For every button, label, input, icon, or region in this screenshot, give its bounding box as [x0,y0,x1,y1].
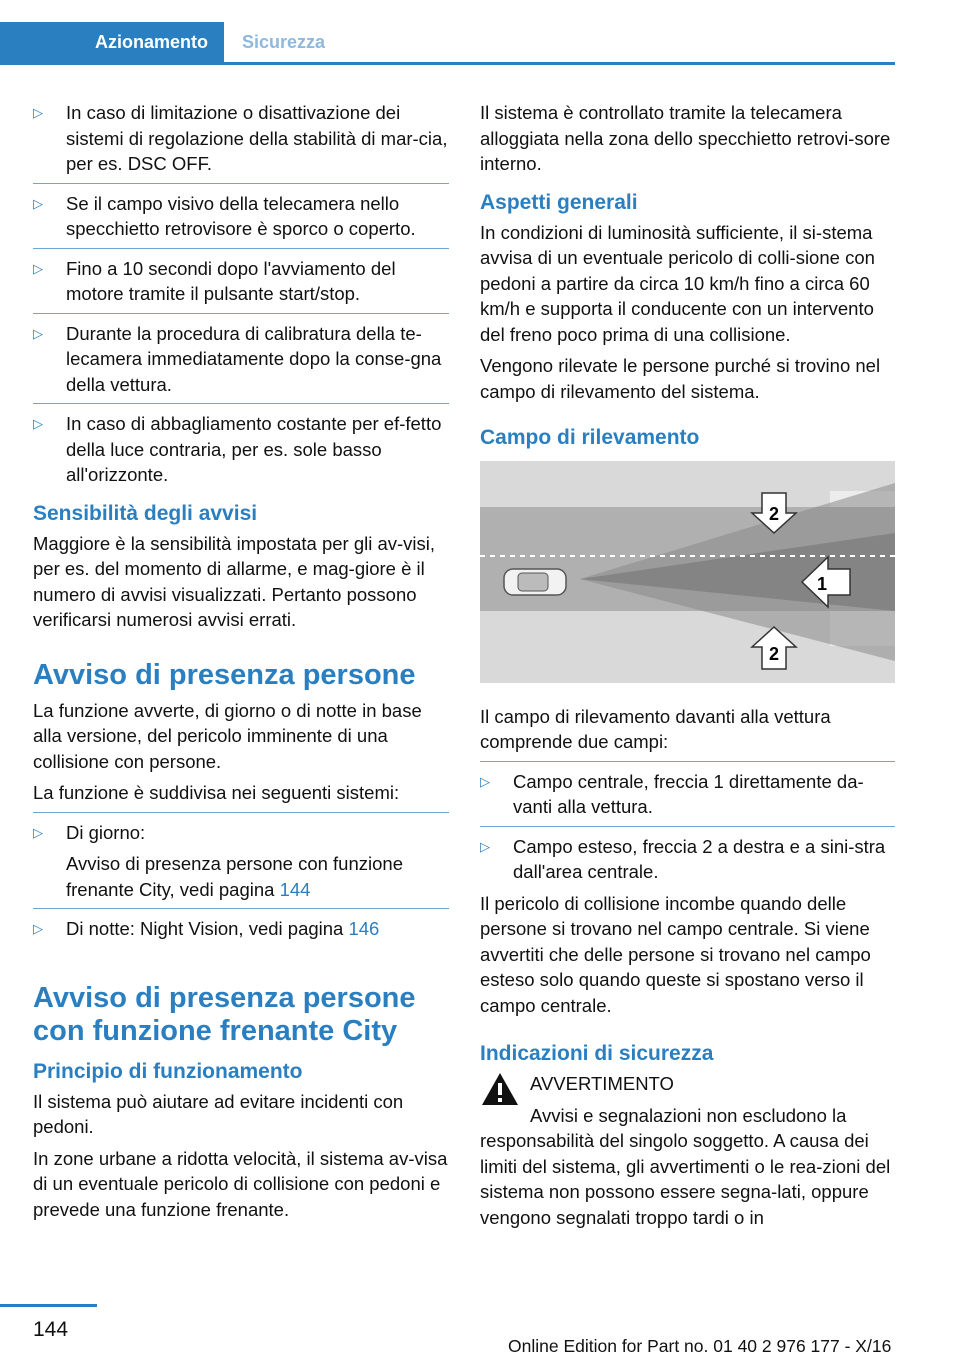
presenza-p2: La funzione è suddivisa nei seguenti sistemi: [33,782,400,803]
heading-city: Avviso di presenza persone con funzione frenante City [33,981,416,1047]
campo-p2: Il pericolo di collisione incombe quando delle persone si trovano nel campo centrale. Si viene avvertiti che delle persone si trovano nel campo esteso solo quando queste si spostano verso il campo centrale. [480,892,871,1016]
heading-principio: Principio di funzionamento [33,1059,303,1083]
aspetti-p2: Vengono rilevate le persone purché si trovino nel campo di rilevamento del sistema. [480,355,881,402]
tab-azionamento[interactable]: Azionamento [0,22,224,62]
list-item: ▷ In caso di abbagliamento costante per ef‐fetto della luce contraria, per es. sole basso all'orizzonte. [33,413,442,485]
triangle-bullet-icon: ▷ [33,824,43,840]
warning-triangle-icon [480,1071,520,1107]
triangle-bullet-icon: ▷ [33,195,43,211]
warning-text-first: Avvisi e segnalazioni non escludono la [530,1104,847,1126]
edition-text: Online Edition for Part no. 01 40 2 976 177 - X/16 [508,1336,892,1356]
svg-text:1: 1 [816,574,828,594]
svg-text:2: 2 [768,644,780,664]
list-item: ▷ In caso di limitazione o disattivazione dei sistemi di regolazione della stabilità di mar‐cia, per es. DSC OFF. [33,102,448,174]
sensibilita-text: Maggiore è la sensibilità impostata per gli av‐visi, per es. del momento di allarme, e mag‐giore è il numero di avvisi visualizzati. Pertanto possono verificarsi numerosi avvisi errati. [33,532,436,630]
detection-field-diagram [480,461,895,683]
principio-p2: In zone urbane a ridotta velocità, il sistema av‐visa di un eventuale pericolo di collisione con pedoni e prevede una funzione frenante. [33,1147,448,1220]
car-icon [504,569,566,595]
list-item-campo-centrale: ▷ Campo centrale, freccia 1 direttamente da‐vanti alla vettura. [480,770,864,817]
page-number: 144 [33,1318,69,1341]
right-column [480,100,895,1236]
list-item: ▷ Durante la procedura di calibratura della te‐lecamera immediatamente dopo la conse‐gna della vettura. [33,322,442,395]
triangle-bullet-icon: ▷ [33,921,43,936]
page-link-144[interactable]: 144 [279,878,311,900]
warning-title: AVVERTIMENTO [530,1073,674,1094]
list-item-notte: ▷ Di notte: Night Vision, vedi pagina 146 [33,916,449,942]
heading-sicurezza: Indicazioni di sicurezza [480,1042,714,1065]
principio-p1: Il sistema può aiutare ad evitare incidenti con pedoni. [33,1090,404,1137]
triangle-bullet-icon: ▷ [33,416,43,431]
list-item-campo-esteso: ▷ Campo esteso, freccia 2 a destra e a sini‐stra dall'area centrale. [480,835,886,882]
warning-text-rest: responsabilità del singolo soggetto. A causa dei limiti del sistema, gli avvertimenti o le rea‐zioni del sistema non possono essere segna‐lati, oppure vengono segnalati troppo tardi o in [480,1130,891,1228]
left-column [33,100,449,1228]
heading-sensibilita: Sensibilità degli avvisi [33,501,258,525]
intro-text: Il sistema è controllato tramite la telecamera alloggiata nella zona dello specchietto retrovi‐sore interno. [480,102,891,174]
warning-block [480,1071,895,1128]
tab-sicurezza[interactable]: Sicurezza [242,32,326,52]
triangle-bullet-icon: ▷ [33,325,43,341]
heading-aspetti: Aspetti generali [480,190,638,214]
triangle-bullet-icon: ▷ [33,260,43,276]
presenza-p1: La funzione avverte, di giorno o di notte in base alla versione, del pericolo imminente di una collisione con persone. [33,699,422,772]
triangle-bullet-icon: ▷ [480,838,490,854]
page-link-146[interactable]: 146 [348,918,380,939]
svg-text:2: 2 [768,504,780,524]
aspetti-p1: In condizioni di luminosità sufficiente, il si‐stema avvisa di un eventuale pericolo di colli‐sione con pedoni a partire da circa 10 km/h fino a circa 60 km/h e supporta il conducente con un intervento del freno poco prima di una collisione. [480,221,875,345]
campo-p1: Il campo di rilevamento davanti alla vettura comprende due campi: [480,705,831,752]
list-item: ▷ Se il campo visivo della telecamera nello specchietto retrovisore è sporco o coperto. [33,192,416,239]
condition-list [33,100,449,488]
header-tabs [0,22,895,65]
triangle-bullet-icon: ▷ [480,773,490,789]
footer-rule [0,1304,97,1307]
triangle-bullet-icon: ▷ [33,105,43,120]
heading-presenza-persone: Avviso di presenza persone [33,658,416,691]
list-item: ▷ Fino a 10 secondi dopo l'avviamento del motore tramite il pulsante start/stop. [33,257,396,304]
list-item-giorno: ▷ Di giorno: Avviso di presenza persone con funzione frenante City, vedi pagina 144 [33,821,403,900]
heading-campo: Campo di rilevamento [480,426,700,449]
